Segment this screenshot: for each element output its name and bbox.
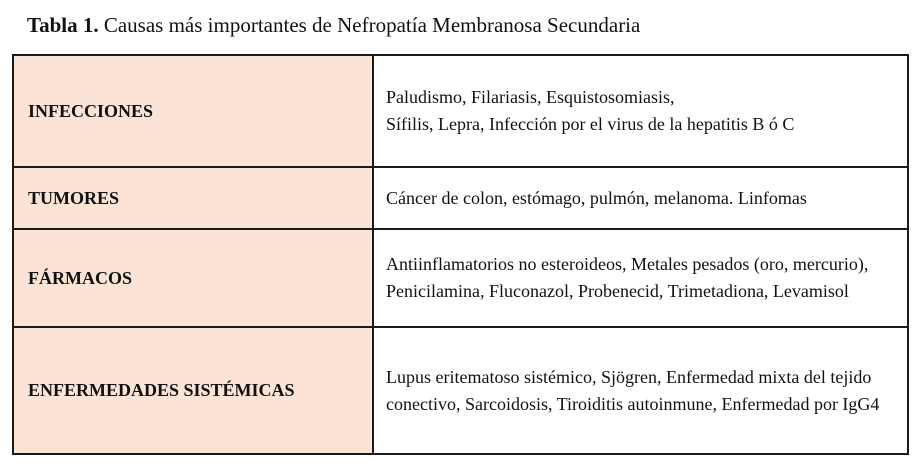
category-cell-infecciones: INFECCIONES: [13, 55, 373, 167]
table-row-farmacos: [13, 229, 908, 327]
detail-cell-farmacos: [373, 229, 908, 327]
detail-cell-infecciones: [373, 55, 908, 167]
detail-line: Sífilis, Lepra, Infección por el virus de la hepatitis B ó C: [386, 114, 795, 134]
detail-cell-tumores: [373, 167, 908, 229]
table-caption-label: Tabla 1.: [27, 13, 99, 37]
causes-table: [12, 54, 909, 455]
table-row-enfermedades-sistemicas: [13, 327, 908, 454]
detail-line: Cáncer de colon, estómago, pulmón, melanoma. Linfomas: [386, 187, 807, 208]
table-caption-title: Causas más importantes de Nefropatía Membranosa Secundaria: [103, 13, 641, 37]
category-cell-farmacos: FÁRMACOS: [13, 229, 373, 327]
detail-line: Lupus eritematoso sistémico, Sjögren, Enfermedad mixta del tejido conectivo, Sarcoidosis, Tiroiditis autoinmune, Enfermedad por IgG4: [386, 366, 880, 414]
detail-line: Antiinflamatorios no esteroideos, Metales pesados (oro, mercurio), Penicilamina, Fluconazol, Probenecid, Trimetadiona, Levamisol: [386, 254, 869, 301]
detail-line: Paludismo, Filariasis, Esquistosomiasis,: [386, 87, 675, 107]
table-caption: [27, 10, 640, 40]
category-cell-tumores: TUMORES: [13, 167, 373, 229]
category-cell-enfermedades-sistemicas: ENFERMEDADES SISTÉMICAS: [13, 327, 373, 454]
table-row-infecciones: [13, 55, 908, 167]
detail-cell-enfermedades-sistemicas: [373, 327, 908, 454]
table-row-tumores: [13, 167, 908, 229]
